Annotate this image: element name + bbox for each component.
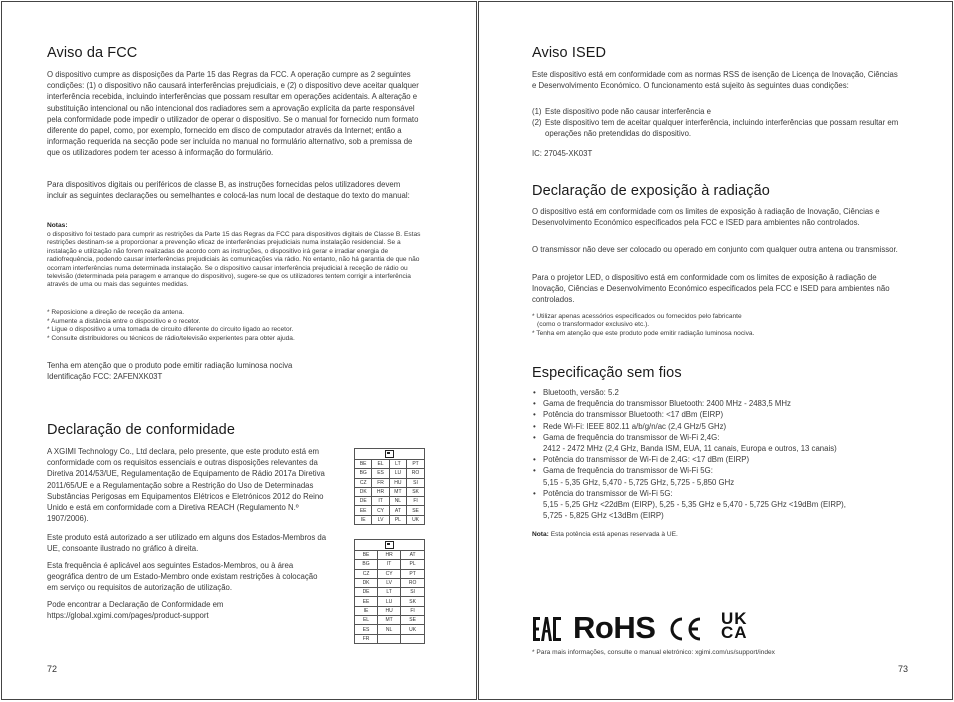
table-row [355, 551, 425, 560]
country-code-cell: EE [355, 506, 372, 515]
country-code-cell: FI [407, 497, 425, 506]
table-row [355, 469, 425, 478]
country-code-cell: SI [401, 588, 425, 597]
country-code-cell: DE [355, 588, 378, 597]
country-code-cell: CY [378, 569, 401, 578]
table-row [355, 460, 425, 469]
table-row [355, 606, 425, 615]
country-table-2 [354, 539, 425, 644]
country-table-1 [354, 448, 425, 525]
country-code-cell: MT [389, 487, 406, 496]
conformity-paragraph-2: Este produto está autorizado a ser utilizado em alguns dos Estados-Membros da UE, consoante ilustrado no gráfico à direita. [47, 533, 327, 554]
ukca-mark-icon: UK CA [721, 609, 748, 642]
note-item: * Utilizar apenas acessórios especificados ou fornecidos pelo fabricante [532, 313, 742, 320]
conformity-paragraph-1: A XGIMI Technology Co., Ltd declara, pelo presente, que este produto está em conformidade com os requisitos essenciais e outras disposições relevantes da Diretiva 2014/53/UE, Regulamentação de Equipamento de Rádio 2017a Diretiva 2011/65/UE e a Regulamentação sobre a Restrição do Uso de Determinadas Substâncias Perigosas em Equipamentos Elétricos e Eletrónicos 2012 do Reino Unido e está em conformidade com a Diretiva REACH (Regulamento N.º 1907/2006). [47, 447, 325, 524]
notes-title: Notas: [47, 222, 68, 229]
country-code-cell: EL [372, 460, 389, 469]
country-code-cell: UK [401, 625, 425, 634]
country-code-cell: PT [407, 460, 425, 469]
restriction-icon [355, 449, 425, 460]
table-row [355, 588, 425, 597]
country-code-cell: PL [389, 515, 406, 524]
fcc-id: Identificação FCC: 2AFENXK03T [47, 372, 163, 381]
country-code-cell: LV [378, 578, 401, 587]
country-code-cell: EL [355, 616, 378, 625]
note-item: (como o transformador exclusivo etc.). [537, 321, 650, 329]
fcc-paragraph-2: Para dispositivos digitais ou periféricos de classe B, as instruções fornecidas pelos utilizadores devem incluir as seguintes declarações ou semelhantes e colocá-las num local de destaque do texto do manual: [47, 180, 410, 201]
footer-note: * Para mais informações, consulte o manual eletrónico: xgimi.com/us/support/index [532, 649, 775, 656]
country-code-cell: IT [372, 497, 389, 506]
wireless-title: Especificação sem fios [532, 365, 682, 381]
country-code-cell: SK [407, 487, 425, 496]
wireless-note: Nota: Esta potência está apenas reservada à UE. [532, 531, 678, 538]
country-code-cell: HU [378, 606, 401, 615]
table-row [355, 515, 425, 524]
list-item: • Potência do transmissor de Wi-Fi de 2,4G: <17 dBm (EIRP) [532, 454, 902, 465]
country-code-cell: PL [401, 560, 425, 569]
country-code-cell: LU [389, 469, 406, 478]
measure-item: * Reposicione a direção de receção da antena. [47, 309, 185, 316]
list-item: (2) Este dispositivo tem de aceitar qualquer interferência, incluindo interferências que possam resultar em operações não pretendidas do dispositivo. [532, 118, 899, 139]
country-code-cell: IE [355, 606, 378, 615]
list-item: (1) Este dispositivo pode não causar interferência e [532, 107, 711, 116]
country-code-cell: UK [407, 515, 425, 524]
ised-paragraph: Este dispositivo está em conformidade com as normas RSS de isenção de Licença de Inovação, Ciências e Desenvolvimento Económico. O funcionamento está sujeito às seguintes duas condições: [532, 70, 898, 91]
country-code-cell: HR [372, 487, 389, 496]
country-code-cell: SE [407, 506, 425, 515]
country-code-cell: DE [355, 497, 372, 506]
country-code-cell: FI [401, 606, 425, 615]
country-code-cell: BE [355, 551, 378, 560]
country-code-cell: IT [378, 560, 401, 569]
country-code-cell: MT [378, 616, 401, 625]
table-row [355, 569, 425, 578]
country-code-cell: LV [372, 515, 389, 524]
list-item: • Bluetooth, versão: 5.2 [532, 387, 902, 398]
country-code-cell [401, 634, 425, 643]
country-code-cell: CZ [355, 569, 378, 578]
table-row [355, 625, 425, 634]
country-code-cell: AT [401, 551, 425, 560]
page-number-right: 73 [898, 664, 909, 674]
country-code-cell: IE [355, 515, 372, 524]
table-row [355, 560, 425, 569]
country-code-cell: EE [355, 597, 378, 606]
list-item: • Rede Wi-Fi: IEEE 802.11 a/b/g/n/ac (2,4 GHz/5 GHz) [532, 421, 902, 432]
measure-item: * Aumente a distância entre o dispositivo e o recetor. [47, 317, 201, 325]
country-code-cell: NL [378, 625, 401, 634]
ce-mark-icon [668, 616, 704, 647]
country-code-cell: PT [401, 569, 425, 578]
table-row [355, 616, 425, 625]
fcc-paragraph-1: O dispositivo cumpre as disposições da Parte 15 das Regras da FCC. A operação cumpre as 2 seguintes condições: (1) o dispositivo não causará interferências prejudiciais, e (2) o dispositivo deve aceitar qualquer interferência recebida, incluindo interferências que possam resultar em operações acidentais. A alteração e substituição intencional ou não intencional dos radiadores sem a aprovação explícita da parte responsável pela conformidade pode impedir o utilizador de operar o dispositivo. Se o manual for fornecido num formato diferente do papel, como, por exemplo, fornecido em disco de computador através da Internet; então a informação requerida na secção pode ser incluída no manual no formulário alternativo, sob a premissa de que os utilizadores podem ter acesso à informação do formulário. [47, 70, 419, 158]
country-code-cell: AT [389, 506, 406, 515]
measure-item: * Consulte distribuidores ou técnicos de rádio/televisão experientes para obter ajuda. [47, 334, 295, 342]
radiation-paragraph-3: Para o projetor LED, o dispositivo está em conformidade com os limites de exposição à radiação de Inovação, Ciências e Desenvolvimento Económico especificados pela FCC e ISED para ambientes não controlados. [532, 273, 890, 305]
country-code-cell: HR [378, 551, 401, 560]
measure-item: * Ligue o dispositivo a uma tomada de circuito diferente do circuito ligado ao recetor. [47, 326, 294, 334]
country-code-cell: CZ [355, 478, 372, 487]
list-item: • Gama de frequência do transmissor Bluetooth: 2400 MHz - 2483,5 MHz [532, 398, 902, 409]
left-page [1, 1, 477, 700]
measures-list [47, 309, 422, 343]
note-item: * Tenha em atenção que este produto pode emitir radiação luminosa nociva. [532, 329, 755, 337]
fcc-title: Aviso da FCC [47, 45, 138, 61]
notes-text: o dispositivo foi testado para cumprir as restrições da Parte 15 das Regras da FCC para dispositivos digitais de Classe B. Estas restrições destinam-se a proporcionar a prevenção eficaz de interferências prejudiciais numa instalação residencial. Se a instalação e utilização não forem realizadas de acordo com as instruções, o dispositivo irá gerar e irradiar energia de radiofrequência, podendo causar interferências prejudiciais às comunicações via rádio. No entanto, não há garantia de que não ocorram interferências numa determinada instalação. Se o dispositivo causar interferência prejudicial à receção de rádio ou televisão (determinada pela paragem e arranque do dispositivo), sugere-se que os utilizadores tentem corrigir a interferência através de uma ou mais das seguintes medidas. [47, 231, 421, 289]
restriction-icon [355, 540, 425, 551]
table-row [355, 506, 425, 515]
table-row [355, 634, 425, 643]
eac-mark-icon [532, 614, 562, 649]
table-row [355, 478, 425, 487]
conformity-paragraph-4: Pode encontrar a Declaração de Conformidade em https://global.xgimi.com/pages/product-support [47, 600, 224, 621]
country-code-cell [378, 634, 401, 643]
country-code-cell: RO [401, 578, 425, 587]
attention-text: Tenha em atenção que o produto pode emitir radiação luminosa nociva [47, 361, 293, 370]
country-code-cell: BG [355, 469, 372, 478]
conformity-title: Declaração de conformidade [47, 422, 235, 438]
radiation-paragraph-1: O dispositivo está em conformidade com os limites de exposição à radiação de Inovação, Ciências e Desenvolvimento Económico especificados pela FCC e ISED para ambientes não controlados. [532, 207, 880, 228]
table-row [355, 497, 425, 506]
list-item: • Potência do transmissor Bluetooth: <17 dBm (EIRP) [532, 409, 902, 420]
country-code-cell: SI [407, 478, 425, 487]
country-code-cell: SE [401, 616, 425, 625]
country-code-cell: RO [407, 469, 425, 478]
conformity-paragraph-3: Esta frequência é aplicável aos seguintes Estados-Membros, ou à área geográfica dentro de um Estado-Membro onde existam restrições à colocação em serviço ou requisitos de autorização de utilização. [47, 561, 318, 593]
list-item: • Potência do transmissor de Wi-Fi 5G: 5,15 - 5,25 GHz <22dBm (EIRP), 5,25 - 5,35 GHz e 5,470 - 5,725 GHz <19dBm (EIRP), 5,725 - 5,825 GHz <13dBm (EIRP) [532, 488, 902, 522]
list-item: • Gama de frequência do transmissor de Wi-Fi 5G: 5,15 - 5,35 GHz, 5,470 - 5,725 GHz, 5,725 - 5,850 GHz [532, 465, 902, 487]
country-code-cell: HU [389, 478, 406, 487]
country-code-cell: LT [378, 588, 401, 597]
country-code-cell: ES [355, 625, 378, 634]
country-code-cell: LU [378, 597, 401, 606]
country-code-cell: SK [401, 597, 425, 606]
country-code-cell: BG [355, 560, 378, 569]
rohs-mark-icon: RoHS [573, 610, 656, 645]
country-code-cell: CY [372, 506, 389, 515]
wireless-spec-list [532, 387, 902, 521]
list-item: • Gama de frequência do transmissor de Wi-Fi 2,4G: 2412 - 2472 MHz (2,4 GHz, Banda ISM, EUA, 11 canais, Europa e outros, 13 canais) [532, 432, 902, 454]
radiation-notes [532, 313, 902, 338]
country-code-cell: NL [389, 497, 406, 506]
table-row [355, 487, 425, 496]
page-number-left: 72 [47, 664, 58, 674]
radiation-title: Declaração de exposição à radiação [532, 183, 770, 199]
ised-conditions-list [532, 106, 902, 140]
radiation-paragraph-2: O transmissor não deve ser colocado ou operado em conjunto com qualquer outra antena ou transmissor. [532, 245, 898, 254]
ic-number: IC: 27045-XK03T [532, 149, 593, 158]
country-code-cell: BE [355, 460, 372, 469]
country-code-cell: DK [355, 487, 372, 496]
country-code-cell: ES [372, 469, 389, 478]
country-code-cell: LT [389, 460, 406, 469]
country-code-cell: FR [372, 478, 389, 487]
ised-title: Aviso ISED [532, 45, 607, 61]
table-row [355, 597, 425, 606]
table-row [355, 578, 425, 587]
country-code-cell: DK [355, 578, 378, 587]
right-page [478, 1, 953, 700]
country-code-cell: FR [355, 634, 378, 643]
